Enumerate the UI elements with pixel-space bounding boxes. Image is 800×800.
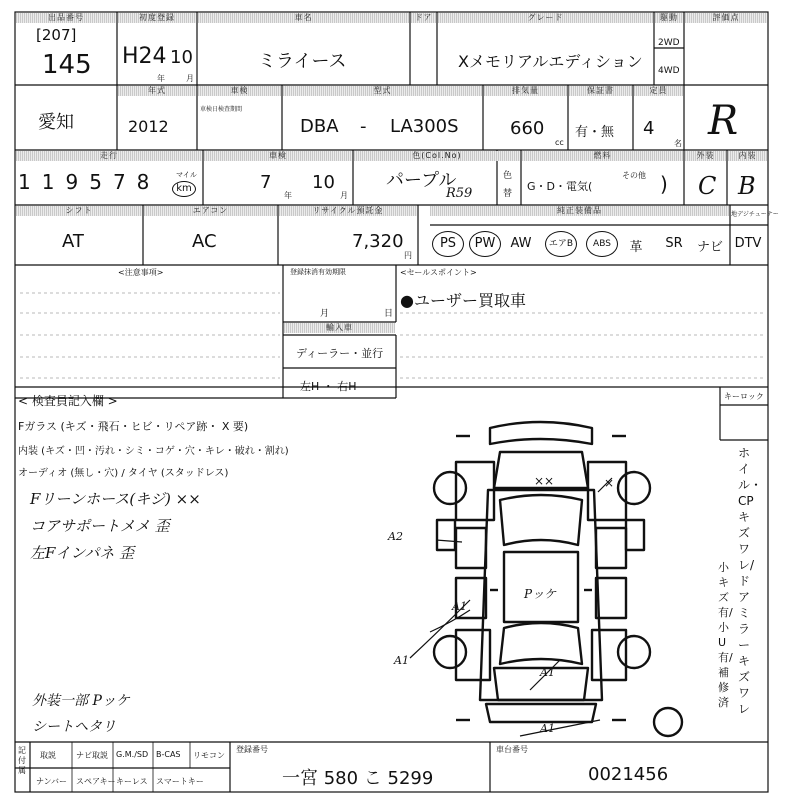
model-label: 型式: [283, 86, 482, 96]
sales-label: <セールスポイント>: [400, 268, 477, 277]
km-unit: km: [172, 181, 196, 197]
color-change-2: 替: [503, 189, 513, 199]
cc-unit: cc: [555, 138, 564, 147]
footer-item-smart-key: スマートキー: [156, 777, 204, 786]
insp-year-char: 年: [284, 191, 292, 200]
recycle-label: リサイクル預託金: [279, 206, 417, 216]
color-label: 色(Col.No): [354, 151, 520, 161]
recall-label: 登録抹消有効期限: [290, 268, 346, 276]
inspection-note: 車検日検査期間: [200, 106, 243, 113]
drive-label: 駆動: [655, 13, 683, 23]
shift-label: シフト: [16, 206, 142, 216]
insp-month-char: 月: [340, 191, 348, 200]
left-rear-fender: [456, 630, 490, 680]
car-name: ミライース: [258, 51, 347, 72]
side-damage-text: ホイル・CPキズワレ/ドアミラーキズワレ: [738, 446, 763, 716]
diagram-mark-a1-rear: A1: [540, 666, 555, 679]
mileage-digit: 1: [41, 170, 66, 194]
equip-sr: SR: [665, 236, 683, 251]
fuel-value: G・D・電気(: [527, 180, 593, 193]
car-name-label: 車名: [198, 13, 409, 23]
equip-dtv: DTV: [734, 236, 762, 251]
drive-2wd: 2WD: [658, 38, 680, 48]
chassis-number: 0021456: [588, 764, 669, 785]
equipment-label: 純正装備品: [430, 206, 729, 216]
footer-item-remote: リモコン: [193, 751, 225, 760]
import-label: 輸入車: [284, 323, 395, 333]
shift-value: AT: [62, 231, 84, 252]
lot-label: 出品番号: [16, 13, 116, 23]
equip-leather: 革: [629, 240, 643, 255]
footer-item-keyless: キーレス: [116, 777, 148, 786]
mileage-digit: 8: [136, 170, 161, 194]
windshield: [500, 495, 582, 545]
equip-navi: ナビ: [696, 240, 723, 255]
interior-label: 内装: [728, 151, 767, 161]
inspector-hand-5: シートヘタリ: [32, 719, 116, 735]
grade: Xメモリアルエディション: [458, 52, 643, 71]
footer-item-bcas: B-CAS: [156, 750, 181, 759]
first-reg-label: 初度登録: [118, 13, 196, 23]
footer-item-navi-manual: ナビ取説: [76, 751, 108, 760]
score-label: 評価点: [685, 13, 767, 23]
venue: 愛知: [38, 112, 74, 133]
left-rear-wheel: [434, 636, 466, 668]
displacement: 660: [510, 118, 545, 139]
dealer-option: ディーラー・並行: [296, 347, 384, 360]
lot-number: 145: [42, 50, 92, 80]
drive-4wd: 4WD: [658, 66, 680, 76]
diagram-mark-a2: A2: [388, 530, 403, 543]
warranty-label: 保証書: [569, 86, 632, 96]
yen-unit: 円: [404, 251, 412, 260]
door-label: ドア: [411, 13, 436, 23]
warranty: 有・無: [575, 125, 615, 140]
footer-item-manual: 取説: [40, 751, 56, 760]
mileage-digit: 1: [18, 170, 42, 194]
lot-sub: [207]: [36, 26, 77, 44]
inspector-title: < 検査員記入欄 >: [18, 394, 118, 408]
keylock-label: キーロック: [724, 392, 764, 401]
reg-label: 登録番号: [236, 745, 268, 754]
year-char: 年: [157, 74, 165, 83]
equip-abs: ABS: [586, 231, 618, 257]
displacement-label: 排気量: [484, 86, 567, 96]
front-bumper: [490, 422, 592, 444]
dtv-label: 地デジチューナー: [731, 211, 779, 218]
capacity: 4: [643, 118, 655, 139]
model-year: 2012: [128, 117, 169, 136]
diagram-mark-a1-left: A1: [394, 654, 409, 667]
left-mirror: [437, 520, 455, 550]
footer-item-gmsd: G.M./SD: [116, 750, 149, 759]
reg-number: 一宮 580 こ 5299: [282, 768, 434, 789]
fuel-other: その他: [622, 171, 646, 180]
color-value: パープル: [386, 170, 457, 191]
diagram-mark-a1-door: A1: [452, 600, 467, 613]
model-prefix: DBA: [300, 116, 339, 137]
color-change-1: 色: [503, 171, 513, 181]
diagram-mark-xx: ××: [534, 474, 555, 488]
side-damage-small: 小キズ有/小U有/補修済: [718, 561, 733, 709]
score-value: R: [708, 98, 739, 144]
inspector-line-audio: オーディオ (無し・穴) / タイヤ (スタッドレス): [18, 468, 229, 479]
caution-label: <注意事項>: [118, 268, 164, 277]
ac-label: エアコン: [144, 206, 277, 216]
footer-item-spare-key: スペアキー: [76, 777, 116, 786]
ac-value: AC: [192, 231, 217, 252]
mark-line-a2: [436, 540, 462, 542]
recall-day: 日: [384, 309, 394, 319]
mileage-digit: 7: [112, 170, 137, 194]
rear-window: [500, 623, 582, 664]
equip-aw: AW: [510, 236, 532, 251]
diagram-mark-a1-bottom: A1: [540, 722, 555, 735]
right-mirror: [626, 520, 644, 550]
diagram-mark-x: ×: [604, 476, 615, 490]
year-label: 年式: [118, 86, 196, 96]
first-reg-month: 10: [170, 47, 193, 68]
color-code: R59: [446, 186, 473, 201]
mile-unit: マイル: [176, 171, 197, 179]
right-rear-door: [596, 578, 626, 618]
grade-label: グレード: [438, 13, 653, 23]
fuel-label: 燃料: [522, 151, 683, 161]
model-code: LA300S: [390, 116, 459, 137]
mileage-label: 走行: [16, 151, 202, 161]
recall-month: 月: [320, 309, 330, 319]
sales-point: ●ユーザー買取車: [400, 291, 526, 310]
spare-wheel: [654, 708, 682, 736]
inspector-hand-4: 外装一部 Pッケ: [32, 693, 130, 709]
footer-side-2: 付: [18, 756, 26, 765]
inspector-hand-3: 左Fインパネ 歪: [30, 544, 135, 562]
exterior-label: 外装: [685, 151, 726, 161]
right-rear-wheel: [618, 636, 650, 668]
insp-label: 車検: [204, 151, 352, 161]
right-front-wheel: [618, 472, 650, 504]
equip-ps: PS: [432, 231, 464, 257]
steering-option: 左H ・ 右H: [300, 380, 357, 393]
fuel-close: ): [660, 172, 668, 196]
capacity-unit: 名: [674, 139, 682, 148]
inspector-hand-2: コアサポートメメ 歪: [30, 517, 170, 535]
footer-item-plate: ナンバー: [36, 777, 68, 786]
diagram-mark-paint: Pッケ: [524, 587, 557, 601]
equip-pw: PW: [469, 231, 501, 257]
model-dash: -: [360, 116, 367, 137]
right-rear-fender: [592, 630, 626, 680]
equip-airbag: エアB: [545, 231, 577, 257]
month-char: 月: [186, 74, 194, 83]
capacity-label: 定員: [634, 86, 683, 96]
mileage-digit: 9: [65, 170, 90, 194]
chassis-label: 車台番号: [496, 745, 528, 754]
footer-side-1: 記: [18, 746, 26, 755]
inspector-line-interior: 内装 (キズ・凹・汚れ・シミ・コゲ・穴・キレ・破れ・割れ): [18, 446, 289, 457]
exterior-value: C: [698, 172, 717, 200]
inspector-hand-1: Fリーンホース(キジ) ××: [30, 490, 201, 508]
mileage-digit: 5: [89, 170, 113, 194]
insp-year: 7: [260, 172, 272, 193]
first-reg-year: H24: [122, 44, 167, 69]
inspector-line-glass: Fガラス (キズ・飛石・ヒビ・リペア跡・ X 要): [18, 420, 249, 433]
footer-side-label: [18, 746, 26, 776]
left-front-door: [456, 528, 486, 568]
footer-side-3: 属: [18, 766, 26, 775]
recycle-fee: 7,320: [352, 231, 404, 252]
interior-value: B: [738, 172, 756, 200]
left-front-wheel: [434, 472, 466, 504]
rear-bumper: [486, 704, 596, 722]
right-front-door: [596, 528, 626, 568]
inspection-label: 車検: [198, 86, 281, 96]
insp-month: 10: [312, 172, 335, 193]
